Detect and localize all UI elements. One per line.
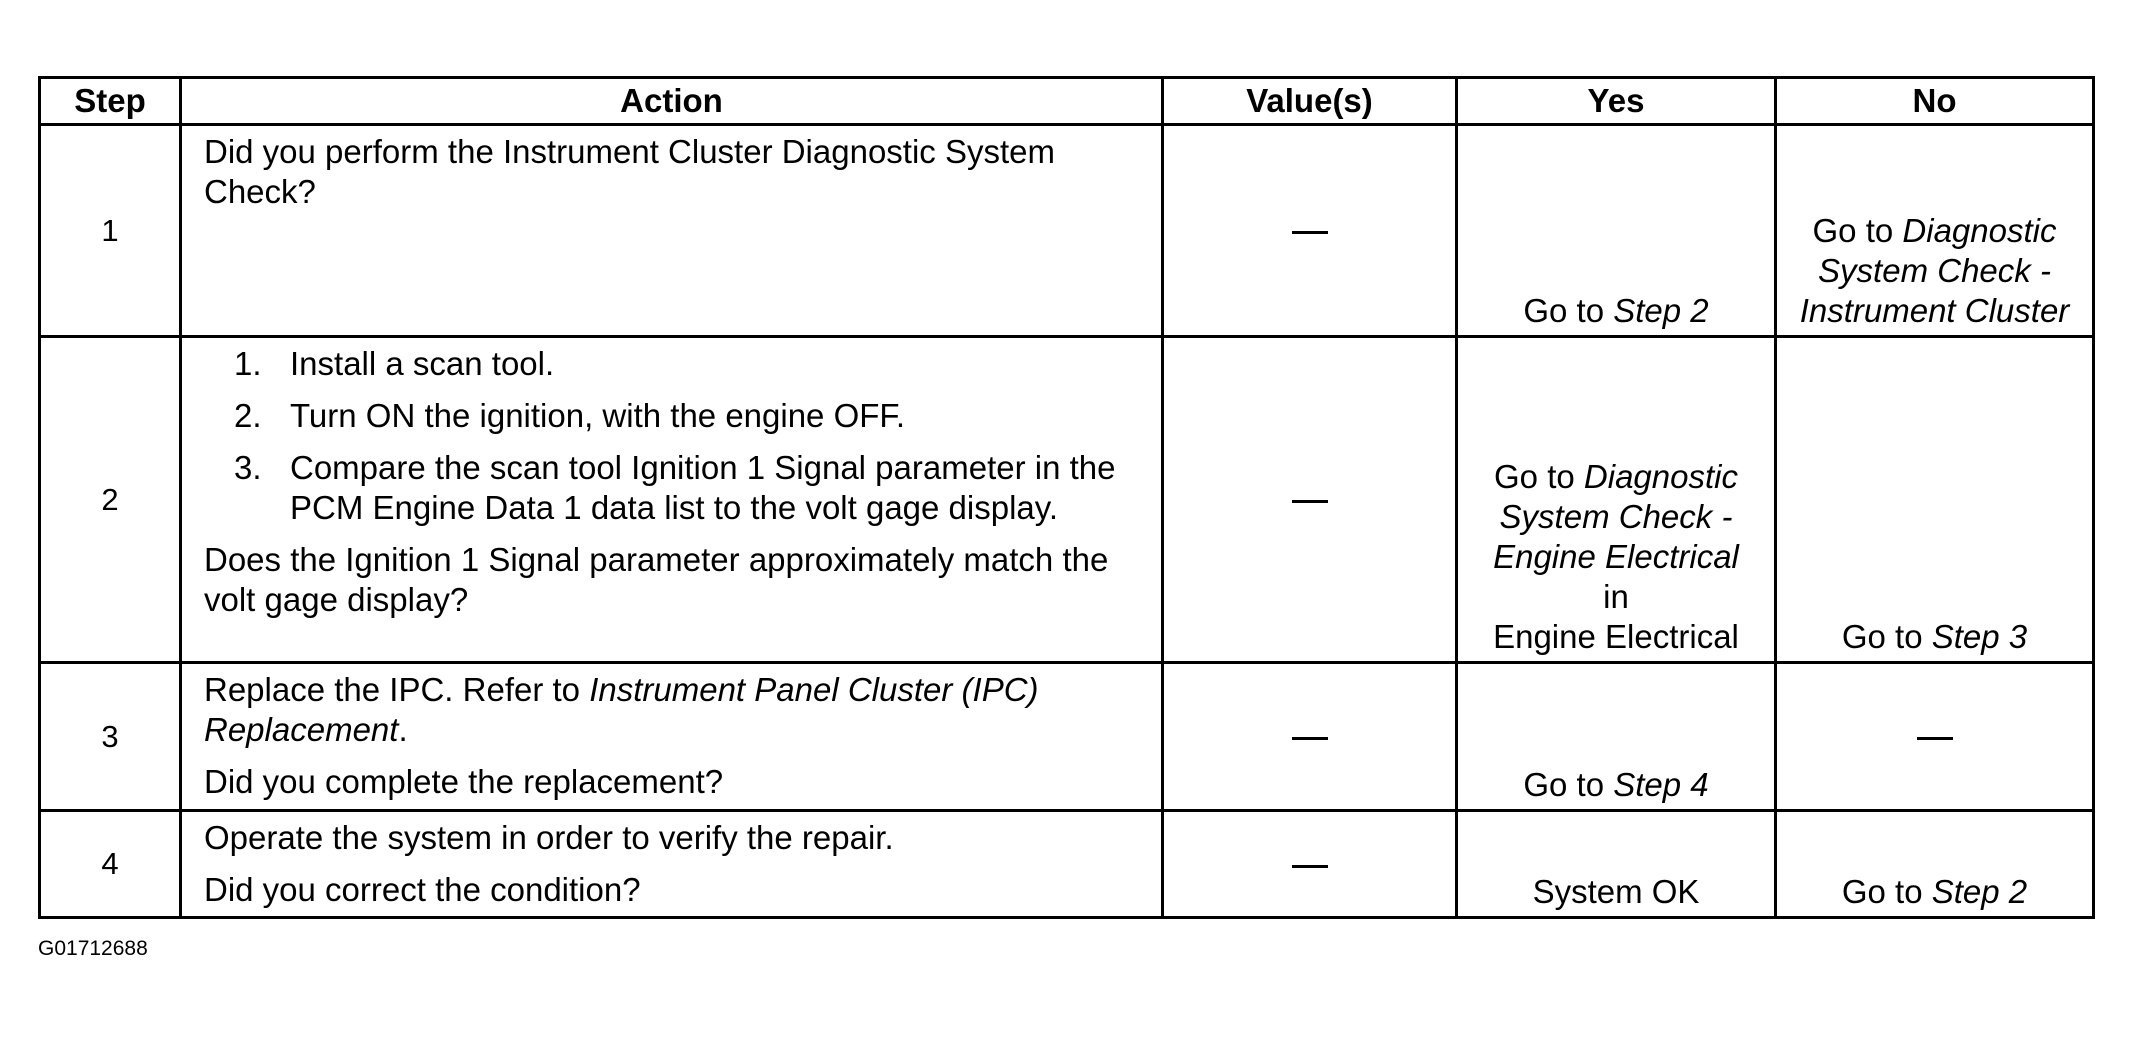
- yes-suffix: Engine Electrical: [1493, 618, 1739, 655]
- no-link[interactable]: Step 2: [1931, 873, 2028, 910]
- value-dash: [1292, 737, 1328, 740]
- yes-cell: [1457, 125, 1776, 337]
- no-link[interactable]: Diagnostic System Check - Instrument Cluster: [1799, 212, 2070, 329]
- list-item: [204, 396, 1147, 436]
- value-cell: [1163, 337, 1457, 663]
- list-item-text: Compare the scan tool Ignition 1 Signal parameter in the PCM Engine Data 1 data list to the volt gage display.: [290, 449, 1116, 526]
- yes-in: in: [1603, 578, 1629, 615]
- step-number: 4: [40, 811, 181, 918]
- yes-prefix: Go to: [1494, 458, 1584, 495]
- list-item-text: Install a scan tool.: [290, 345, 555, 382]
- table-row-step-1: [40, 125, 2094, 337]
- yes-prefix: Go to: [1523, 766, 1614, 803]
- header-step: Step: [40, 78, 181, 125]
- action-question: Does the Ignition 1 Signal parameter approximately match the volt gage display?: [204, 541, 1109, 618]
- diagnostic-table: [38, 76, 2095, 919]
- table-row-step-3: [40, 663, 2094, 811]
- header-row: [40, 78, 2094, 125]
- no-cell: [1776, 125, 2094, 337]
- no-link[interactable]: Step 3: [1931, 618, 2028, 655]
- yes-text: System OK: [1532, 873, 1700, 910]
- action-list: [204, 344, 1147, 528]
- yes-cell: [1457, 811, 1776, 918]
- step-number: 1: [40, 125, 181, 337]
- list-item-number: 2.: [234, 397, 262, 434]
- action-text: Did you perform the Instrument Cluster Diagnostic System Check?: [204, 133, 1055, 210]
- list-item: [204, 448, 1147, 528]
- value-cell: [1163, 663, 1457, 811]
- value-cell: [1163, 811, 1457, 918]
- action-text: [204, 670, 1147, 750]
- no-cell: [1776, 811, 2094, 918]
- table-row-step-2: [40, 337, 2094, 663]
- header-action: Action: [181, 78, 1163, 125]
- action-question: Did you correct the condition?: [204, 871, 641, 908]
- list-item-number: 1.: [234, 345, 262, 382]
- action-cell: [181, 811, 1163, 918]
- action-link[interactable]: Instrument Panel Cluster (IPC) Replacement: [204, 671, 1039, 748]
- yes-link[interactable]: Step 2: [1613, 292, 1709, 329]
- yes-prefix: Go to: [1523, 292, 1614, 329]
- value-dash: [1292, 865, 1328, 868]
- no-prefix: Go to: [1841, 618, 1932, 655]
- no-prefix: Go to: [1841, 873, 1932, 910]
- figure-id: G01712688: [38, 937, 148, 960]
- action-cell: [181, 663, 1163, 811]
- action-text: Operate the system in order to verify the repair.: [204, 819, 894, 856]
- yes-cell: [1457, 337, 1776, 663]
- no-dash: [1917, 737, 1953, 740]
- header-values: Value(s): [1163, 78, 1457, 125]
- yes-cell: [1457, 663, 1776, 811]
- list-item: [204, 344, 1147, 384]
- list-item-text: Turn ON the ignition, with the engine OFF.: [290, 397, 906, 434]
- table-row-step-4: [40, 811, 2094, 918]
- action-prefix: Replace the IPC. Refer to: [204, 671, 590, 708]
- step-number: 3: [40, 663, 181, 811]
- list-item-number: 3.: [234, 449, 262, 486]
- value-dash: [1292, 500, 1328, 503]
- no-cell: [1776, 337, 2094, 663]
- value-dash: [1292, 231, 1328, 234]
- header-no: No: [1776, 78, 2094, 125]
- no-cell: [1776, 663, 2094, 811]
- yes-link[interactable]: Step 4: [1613, 766, 1709, 803]
- yes-link[interactable]: Diagnostic System Check - Engine Electrical: [1493, 458, 1739, 575]
- action-question: Did you complete the replacement?: [204, 763, 724, 800]
- action-cell: [181, 337, 1163, 663]
- action-suffix: .: [398, 711, 408, 748]
- action-cell: [181, 125, 1163, 337]
- value-cell: [1163, 125, 1457, 337]
- header-yes: Yes: [1457, 78, 1776, 125]
- no-prefix: Go to: [1812, 212, 1903, 249]
- step-number: 2: [40, 337, 181, 663]
